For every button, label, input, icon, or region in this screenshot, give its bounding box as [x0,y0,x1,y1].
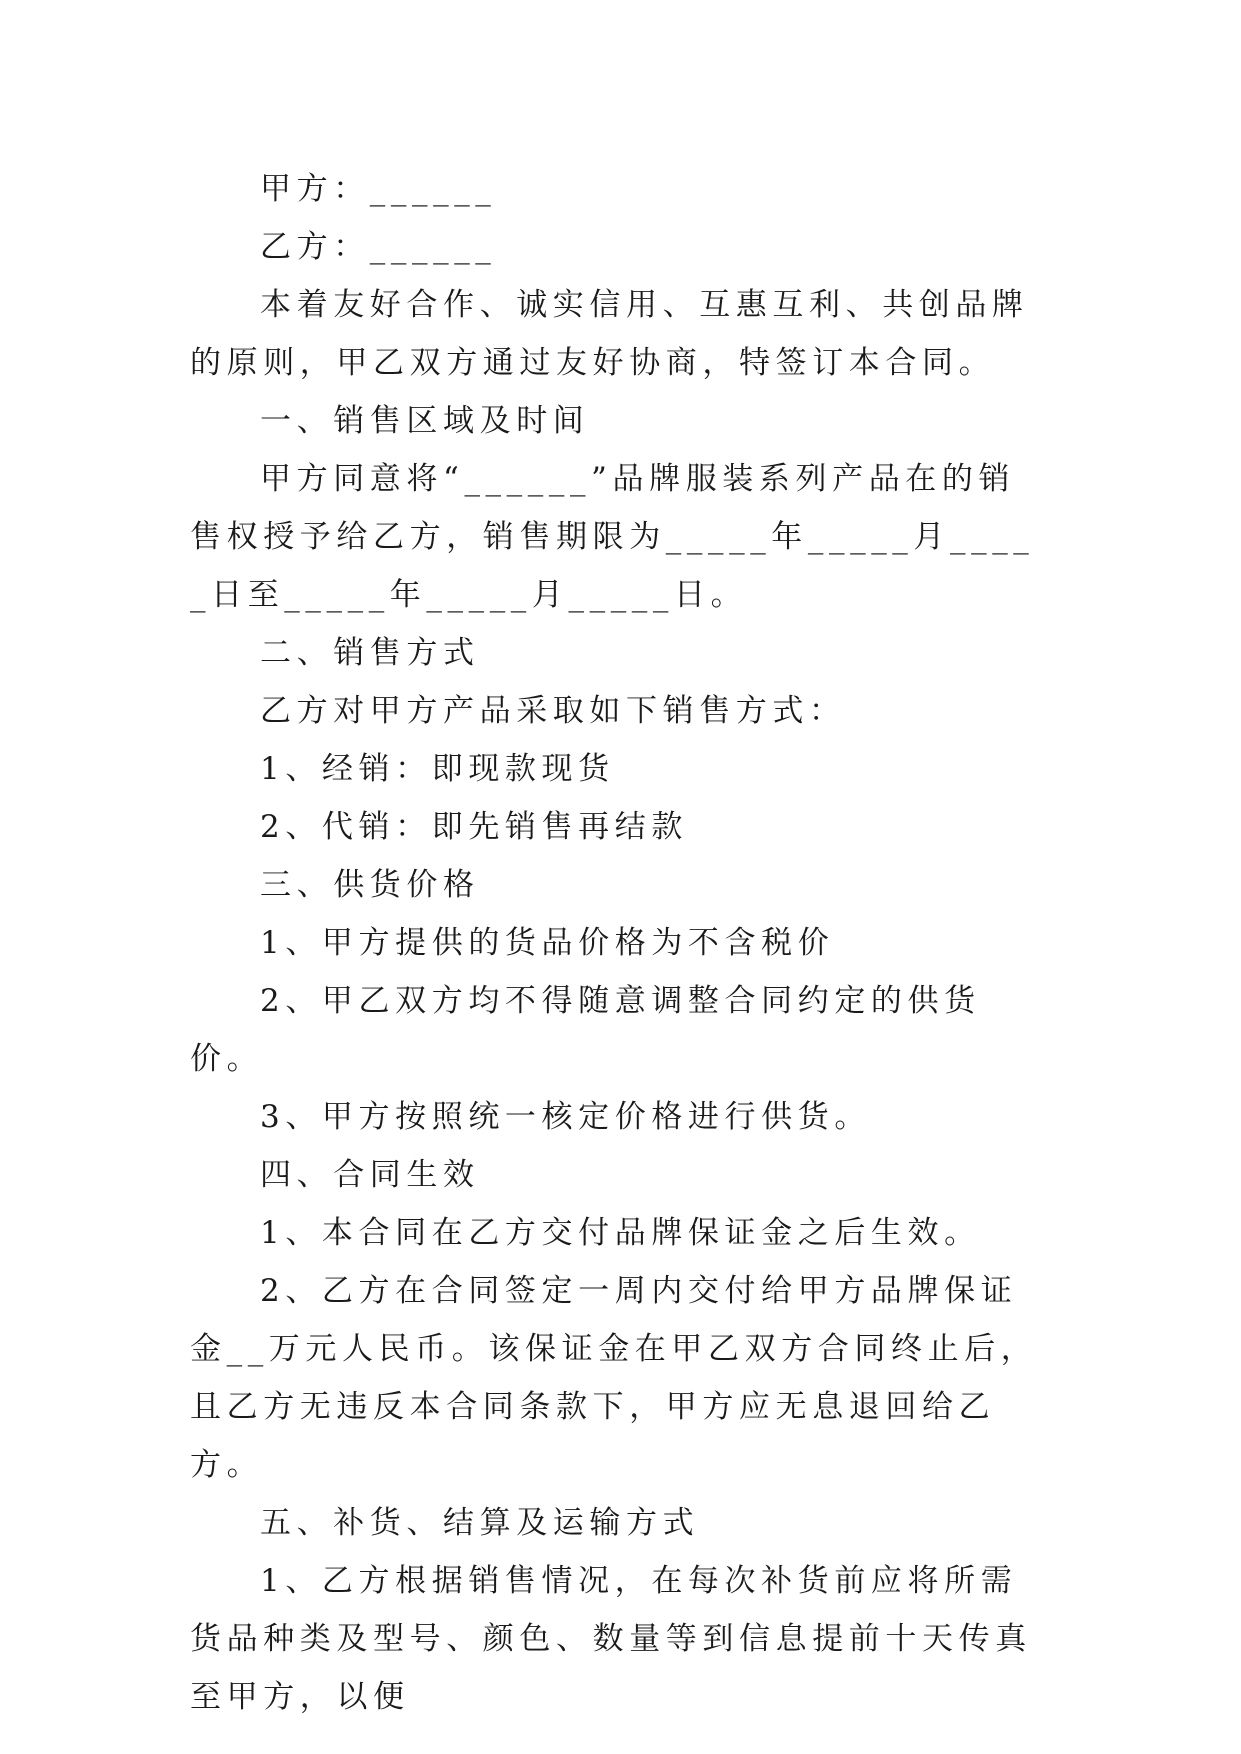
sales-method-intro: 乙方对甲方产品采取如下销售方式： [260,693,846,729]
preamble-paragraph: 本着友好合作、诚实信用、互惠互利、共创品牌的原则，甲乙双方通过友好协商，特签订本合同。 [190,287,1029,381]
price-item-3: 3、甲方按照统一核定价格进行供货。 [260,1099,871,1135]
price-item-1: 1、甲方提供的货品价格为不含税价 [260,925,835,961]
contract-body [190,160,1050,1726]
section-heading-4: 四、合同生效 [260,1157,480,1193]
sales-term-paragraph: 甲方同意将“______”品牌服装系列产品在的销售权授予给乙方，销售期限为_____年_____月_____日至_____年_____月_____日。 [190,461,1035,613]
section-heading-1: 一、销售区域及时间 [260,403,590,439]
section-heading-3: 三、供货价格 [260,867,480,903]
section-heading-2: 二、销售方式 [260,635,480,671]
sales-method-item-2: 2、代销：即先销售再结款 [260,809,688,845]
restock-item-1: 1、乙方根据销售情况，在每次补货前应将所需货品种类及型号、颜色、数量等到信息提前十天传真至甲方，以便 [190,1563,1032,1715]
price-item-2: 2、甲乙双方均不得随意调整合同约定的供货价。 [190,983,981,1077]
section-heading-5: 五、补货、结算及运输方式 [260,1505,700,1541]
effect-item-2: 2、乙方在合同签定一周内交付给甲方品牌保证金__万元人民币。该保证金在甲乙双方合同终止后，且乙方无违反本合同条款下，甲方应无息退回给乙方。 [190,1273,1038,1483]
party-a-line: 甲方：______ [260,171,497,207]
sales-method-item-1: 1、经销：即现款现货 [260,751,615,787]
party-b-line: 乙方：______ [260,229,497,265]
effect-item-1: 1、本合同在乙方交付品牌保证金之后生效。 [260,1215,981,1251]
